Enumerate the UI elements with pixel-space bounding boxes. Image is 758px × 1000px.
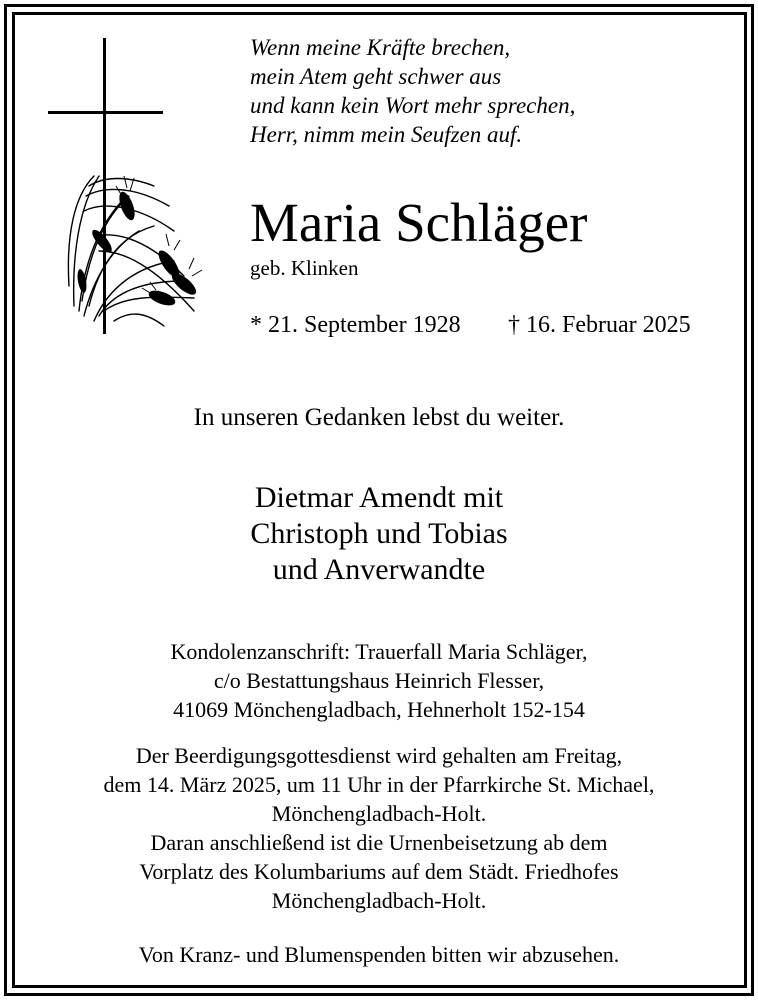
address-line: c/o Bestattungshaus Heinrich Flesser, bbox=[213, 668, 545, 693]
service-line: Vorplatz des Kolumbariums auf dem Städt. Friedhofes bbox=[139, 859, 619, 884]
poem bbox=[250, 33, 575, 149]
family-line: und Anverwandte bbox=[272, 553, 486, 586]
service-line: dem 14. März 2025, um 11 Uhr in der Pfarrkirche St. Michael, bbox=[103, 772, 655, 797]
closing-note bbox=[15, 940, 743, 969]
service-line: Der Beerdigungsgottesdienst wird gehalten am Freitag, bbox=[135, 743, 623, 768]
family-signature bbox=[15, 480, 743, 588]
service-line: Mönchengladbach-Holt. bbox=[271, 801, 487, 826]
poem-line: und kann kein Wort mehr sprechen, bbox=[250, 93, 576, 118]
cross-with-wheat-icon bbox=[44, 36, 214, 336]
closing-text: Von Kranz- und Blumenspenden bitten wir abzusehen. bbox=[138, 942, 620, 967]
poem-line: mein Atem geht schwer aus bbox=[250, 64, 502, 89]
death-date: † 16. Februar 2025 bbox=[508, 312, 691, 338]
service-line: Daran anschließend ist die Urnenbeisetzung ab dem bbox=[150, 830, 608, 855]
poem-line: Wenn meine Kräfte brechen, bbox=[250, 35, 511, 60]
family-line: Dietmar Amendt mit bbox=[254, 481, 504, 514]
address-line: 41069 Mönchengladbach, Hehnerholt 152-154 bbox=[173, 697, 585, 722]
family-line: Christoph und Tobias bbox=[250, 517, 508, 550]
motto bbox=[15, 402, 743, 434]
birth-date: * 21. September 1928 bbox=[250, 312, 461, 338]
address-line: Kondolenzanschrift: Trauerfall Maria Schläger, bbox=[170, 639, 588, 664]
deceased-name: Maria Schläger bbox=[250, 192, 588, 253]
service-info bbox=[15, 741, 743, 915]
poem-line: Herr, nimm mein Seufzen auf. bbox=[250, 122, 523, 147]
birth-name: geb. Klinken bbox=[250, 256, 359, 280]
service-line: Mönchengladbach-Holt. bbox=[271, 888, 487, 913]
motto-text: In unseren Gedanken lebst du weiter. bbox=[193, 404, 565, 431]
condolence-address bbox=[15, 637, 743, 724]
